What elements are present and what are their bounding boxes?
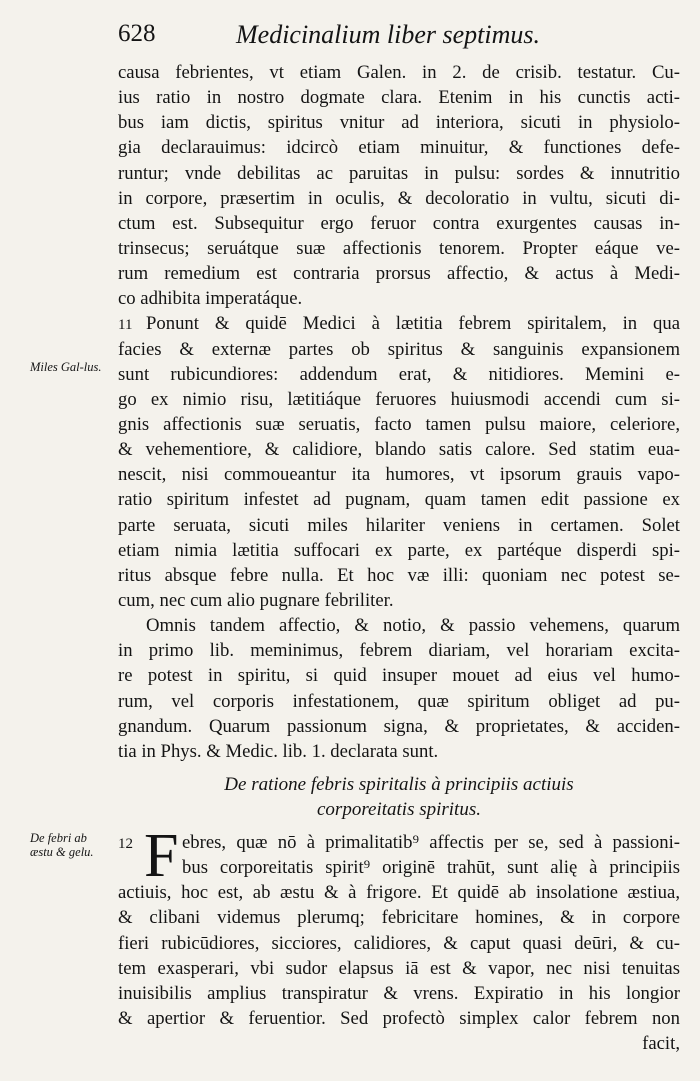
body-text bbox=[118, 60, 680, 1056]
text-line: nescit, nisi commoueantur ita humores, vt ipsorum grauis vapo- bbox=[118, 464, 680, 486]
text-line: co adhibita imperatáque. bbox=[118, 288, 303, 310]
section-number: 11 bbox=[118, 317, 133, 334]
page-number: 628 bbox=[118, 20, 156, 47]
paragraph-b bbox=[118, 311, 680, 613]
paragraph-d bbox=[118, 821, 680, 1056]
section-title-line: De ratione febris spiritalis à principiis actiuis bbox=[224, 773, 574, 795]
text-line: & vehementiore, & calidiore, blando satis calore. Sed statim eua- bbox=[118, 439, 680, 461]
text-line: tia in Phys. & Medic. lib. 1. declarata sunt. bbox=[118, 740, 439, 762]
text-line: ritus absque febre nulla. Et hoc væ illi: quoniam nec potest se- bbox=[118, 564, 680, 586]
text-run: Ponunt & quidē Medici à lætitia febrem spiritalem, in qua bbox=[146, 313, 680, 335]
text-line: facies & externæ partes ob spiritus & sanguinis expansionem bbox=[118, 338, 680, 360]
text-line: rum remedium est contraria prorsus affectio, & actus à Medi- bbox=[118, 263, 680, 285]
text-line: rum, vel corporis infestationem, quæ spiritum obliget ad pu- bbox=[118, 690, 680, 712]
text-line: tem exasperari, vbi sudor elapsus iā est & vapor, nec nisi tenuitas bbox=[118, 957, 680, 979]
text-line: cum, nec cum alio pugnare febriliter. bbox=[118, 589, 394, 611]
text-run: ebres, quæ nō à primalitatib⁹ affectis per se, sed à passioni- bbox=[182, 831, 680, 853]
text-line: ius ratio in nostro dogmate clara. Etenim in his cunctis acti- bbox=[118, 87, 680, 109]
text-line: gnis affectionis suæ seruatis, facto tamen pulsu maiore, celeriore, bbox=[118, 413, 680, 435]
text-line: runtur; vnde debilitas ac paruitas in pulsu: sordes & innutritio bbox=[118, 162, 680, 184]
text-line: in corpore, præsertim in oculis, & decoloratio in vultu, sicuti di- bbox=[118, 187, 680, 209]
text-line: actiuis, hoc est, ab æstu & à frigore. Et quidē ab insolatione æstiua, bbox=[118, 882, 680, 904]
text-line: in primo lib. meminimus, febrem diariam, vel horariam excita- bbox=[118, 640, 680, 662]
text-line bbox=[118, 830, 680, 855]
text-line: fieri rubicūdiores, sicciores, calidiores, & caput quasi deūri, & cu- bbox=[118, 932, 680, 954]
text-run: Omnis tandem affectio, & notio, & passio vehemens, quarum bbox=[146, 615, 680, 637]
text-line: causa febrientes, vt etiam Galen. in 2. de crisib. testatur. Cu- bbox=[118, 62, 680, 83]
section-title-line: corporeitatis spiritus. bbox=[317, 798, 481, 820]
text-line: trinsecus; seruátque suæ affectionis tenorem. Propter eáque ve- bbox=[118, 237, 680, 259]
section-heading bbox=[118, 772, 680, 822]
margin-note-miles-gallus: Miles Gal-lus. bbox=[30, 360, 102, 374]
catchword: facit, bbox=[642, 1033, 680, 1055]
text-line: & apertior & feruentior. Sed profectò simplex calor febrem non bbox=[118, 1007, 680, 1029]
running-head: Medicinalium liber septimus. bbox=[236, 20, 541, 49]
text-line: inuisibilis amplius transpiratur & vrens. Expiratio in his longior bbox=[118, 982, 680, 1004]
text-line: parte seruata, sicuti miles hilariter veniens in certamen. Solet bbox=[118, 514, 680, 536]
drop-cap: F bbox=[144, 821, 179, 890]
text-line bbox=[118, 613, 680, 638]
text-line: gia declarauimus: idcircò etiam minuitur, & functiones defe- bbox=[118, 137, 680, 159]
section-number: 12 bbox=[118, 835, 133, 852]
text-line: bus iam dictis, spiritus vnitur ad interiora, sicuti in physiolo- bbox=[118, 112, 680, 134]
text-run: bus corporeitatis spirit⁹ originē trahūt, sunt alię à principiis bbox=[182, 857, 680, 879]
text-line bbox=[118, 855, 680, 880]
text-line: go ex nimio risu, lætitiáque feruores huiusmodi accendi cum si- bbox=[118, 388, 680, 410]
page-header bbox=[118, 20, 678, 54]
text-line bbox=[118, 311, 680, 336]
text-line: etiam nimia lætitia suffocari ex parte, ex partéque disperdi spi- bbox=[118, 539, 680, 561]
paragraph-a bbox=[118, 60, 680, 311]
text-line: re potest in spiritu, si quid insuper mouet ad eius vel humo- bbox=[118, 665, 680, 687]
text-line: ctum est. Subsequitur ergo feruor contra exurgentes causas in- bbox=[118, 212, 680, 234]
text-line: & clibani videmus plerumq; febricitare homines, & in corpore bbox=[118, 907, 680, 929]
text-line: gnandum. Quarum passionum signa, & proprietates, & acciden- bbox=[118, 715, 680, 737]
margin-note-de-febri: De febri ab æstu & gelu. bbox=[30, 831, 94, 859]
text-line: sunt rubicundiores: addendum erat, & nitidiores. Memini e- bbox=[118, 363, 680, 385]
paragraph-c bbox=[118, 613, 680, 764]
text-line: ratio spiritum infestet ad pugnam, quam tamen edit passione ex bbox=[118, 489, 680, 511]
